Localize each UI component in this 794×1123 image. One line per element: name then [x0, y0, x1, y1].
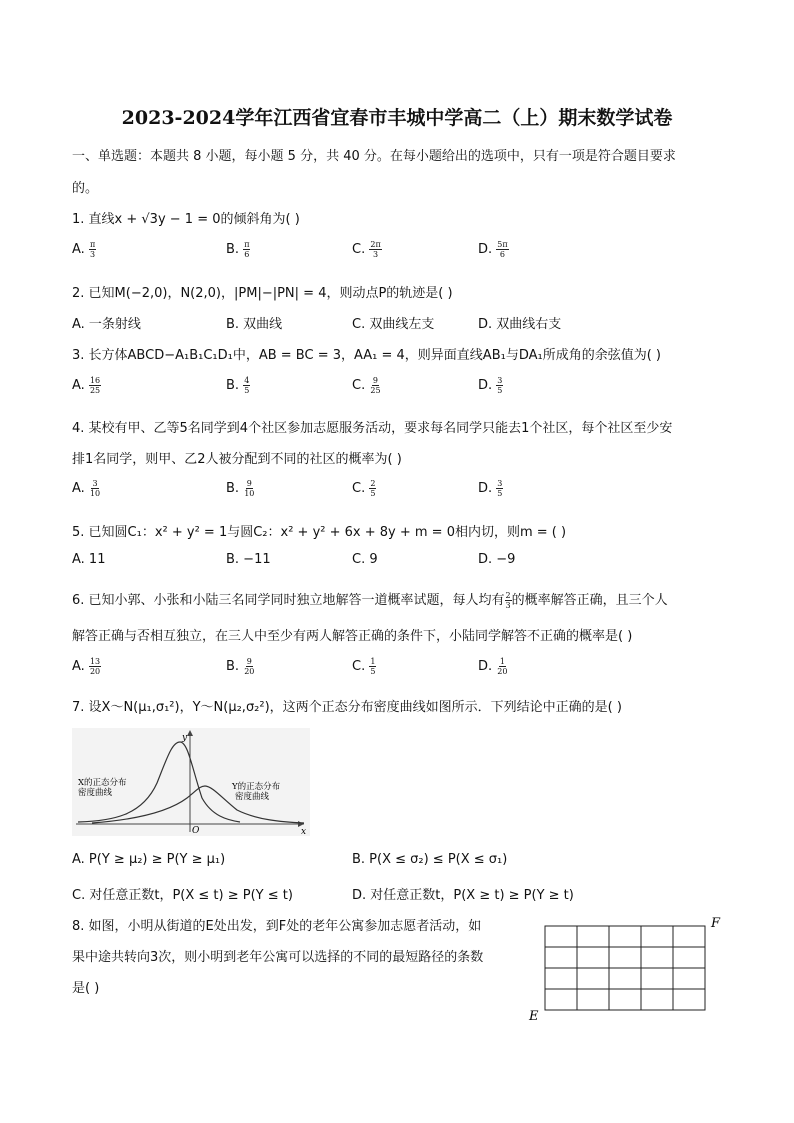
q2-option-d: D. 双曲线右支 [478, 317, 562, 332]
q7-option-d: D. 对任意正数t，P(X ≥ t) ≥ P(Y ≥ t) [352, 888, 574, 903]
question-6-line2: 解答正确与否相互独立，在三人中至少有两人解答正确的条件下，小陆同学解答不正确的概率是( ) [72, 629, 633, 644]
grid-label-e: E [529, 1009, 539, 1024]
question-8-line2: 果中途共转向3次，则小明到老年公寓可以选择的不同的最短路径的条数 [72, 950, 484, 965]
q7-option-c: C. 对任意正数t，P(X ≤ t) ≥ P(Y ≤ t) [72, 888, 293, 903]
origin-label: O [192, 826, 200, 836]
q4-option-c: C. $\frac{2}{5}$ [352, 479, 376, 498]
q1-option-a: A. $\frac{\pi}{3}$ [72, 240, 96, 259]
y-curve-label-1: Y的正态分布 [232, 782, 281, 792]
q1-option-c: C. $\frac{2\pi}{3}$ [352, 240, 381, 259]
q2-option-a: A. 一条射线 [72, 317, 141, 332]
x-curve-label-1: X的正态分布 [78, 778, 127, 788]
street-grid-figure [525, 912, 725, 1024]
q5-option-d: D. −9 [478, 552, 516, 567]
street-grid-lines [545, 926, 705, 1010]
q2-option-c: C. 双曲线左支 [352, 317, 435, 332]
q7-option-b: B. P(X ≤ σ₂) ≤ P(X ≤ σ₁) [352, 852, 508, 867]
question-1-text: 1. 直线x + √3y − 1 = 0的倾斜角为( ) [72, 212, 300, 227]
q3-option-a: A. $\frac{16}{25}$ [72, 376, 101, 395]
q2-option-b: B. 双曲线 [226, 317, 283, 332]
q4-option-d: D. $\frac{3}{5}$ [478, 479, 503, 498]
y-curve-label-2: 密度曲线 [235, 792, 270, 802]
q6-option-c: C. $\frac{1}{5}$ [352, 657, 376, 676]
q5-option-c: C. 9 [352, 552, 378, 567]
question-8-line1: 8. 如图，小明从街道的E处出发，到F处的老年公寓参加志愿者活动，如 [72, 919, 482, 934]
page-title: 2023-2024学年江西省宜春市丰城中学高二（上）期末数学试卷 [121, 107, 673, 129]
q6-option-a: A. $\frac{13}{20}$ [72, 657, 101, 676]
q6-option-b: B. $\frac{9}{20}$ [226, 657, 255, 676]
normal-distribution-figure [72, 728, 310, 836]
x-curve-label-2: 密度曲线 [78, 788, 113, 798]
y-axis-label: y [182, 733, 188, 743]
question-4-line1: 4. 某校有甲、乙等5名同学到4个社区参加志愿服务活动，要求每名同学只能去1个社区，每个社区至少安 [72, 421, 673, 436]
question-6-line1: 6. 已知小郭、小张和小陆三名同学同时独立地解答一道概率试题，每人均有 $\frac{2}{3}$ 的概率解答正确，且三个人 [72, 591, 668, 610]
q3-option-c: C. $\frac{9}{25}$ [352, 376, 381, 395]
question-7-text: 7. 设X～N(μ₁,σ₁²)，Y～N(μ₂,σ₂²)，这两个正态分布密度曲线如图所示．下列结论中正确的是( ) [72, 700, 622, 715]
q6-option-d: D. $\frac{1}{20}$ [478, 657, 508, 676]
question-3-text: 3. 长方体ABCD−A₁B₁C₁D₁中，AB = BC = 3，AA₁ = 4，则异面直线AB₁与DA₁所成角的余弦值为( ) [72, 348, 661, 363]
q3-option-b: B. $\frac{4}{5}$ [226, 376, 250, 395]
question-2-text: 2. 已知M(−2,0)，N(2,0)，|PM|−|PN| = 4，则动点P的轨迹是( ) [72, 286, 453, 301]
x-axis-label: x [301, 827, 307, 836]
section-heading-line1: 一、单选题：本题共 8 小题，每小题 5 分，共 40 分。在每小题给出的选项中，只有一项是符合题目要求 [72, 149, 676, 164]
question-4-line2: 排1名同学，则甲、乙2人被分配到不同的社区的概率为( ) [72, 452, 402, 467]
q5-option-a: A. 11 [72, 552, 106, 567]
q4-option-a: A. $\frac{3}{10}$ [72, 479, 101, 498]
grid-label-f: F [711, 916, 721, 931]
question-8-line3: 是( ) [72, 981, 100, 996]
q7-option-a: A. P(Y ≥ μ₂) ≥ P(Y ≥ μ₁) [72, 852, 226, 867]
q5-option-b: B. −11 [226, 552, 271, 567]
q4-option-b: B. $\frac{9}{10}$ [226, 479, 255, 498]
question-5-text: 5. 已知圆C₁：x² + y² = 1与圆C₂：x² + y² + 6x + 8y + m = 0相内切，则m = ( ) [72, 525, 567, 540]
q1-option-b: B. $\frac{\pi}{6}$ [226, 240, 250, 259]
q3-option-d: D. $\frac{3}{5}$ [478, 376, 503, 395]
section-heading-line2: 的。 [72, 181, 99, 196]
q1-option-d: D. $\frac{5\pi}{6}$ [478, 240, 508, 259]
